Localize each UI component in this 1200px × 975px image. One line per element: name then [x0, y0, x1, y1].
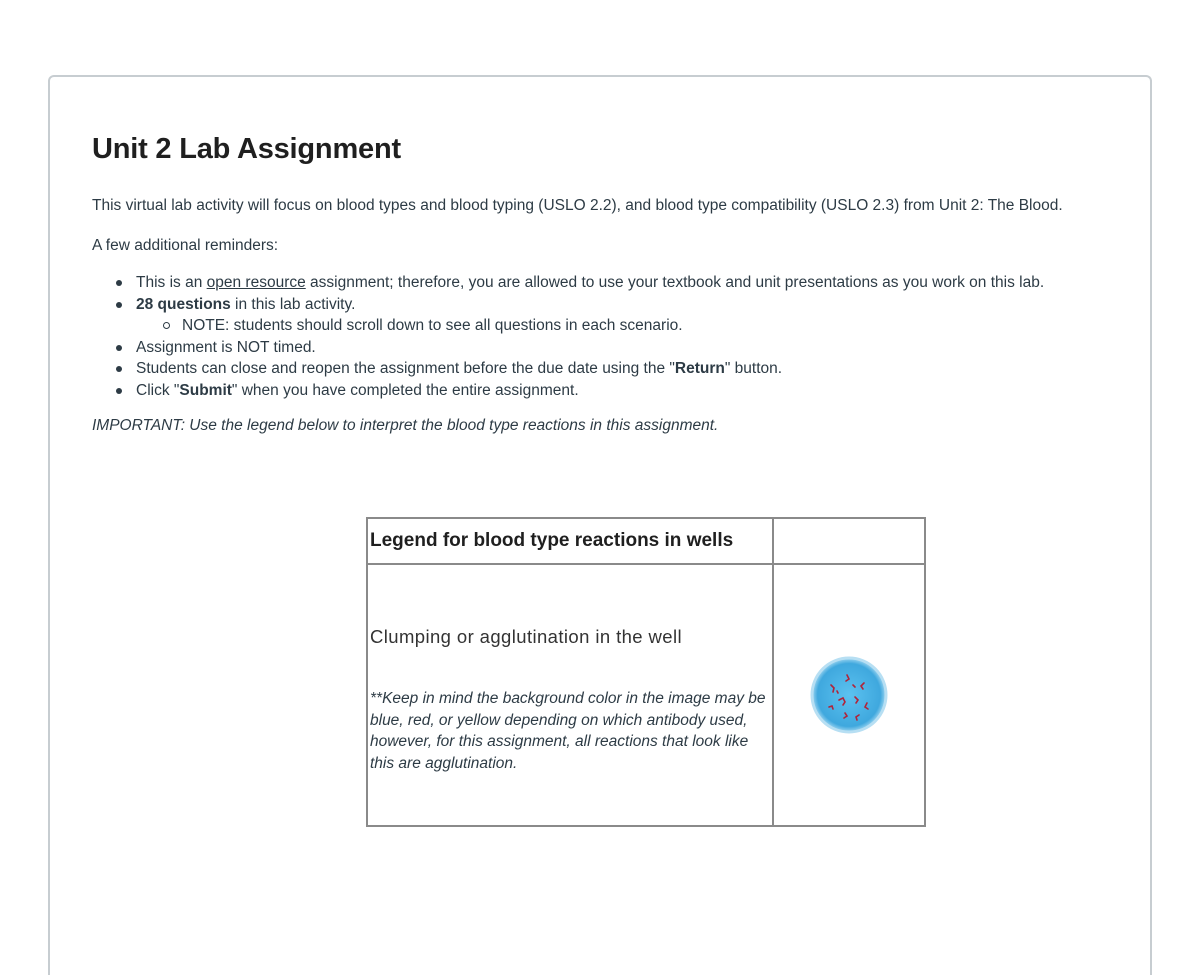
assignment-card: [48, 75, 1152, 975]
bullet-text: " button.: [724, 360, 783, 377]
list-item: NOTE: students should scroll down to see all questions in each scenario.: [182, 315, 1112, 337]
reminders-heading: A few additional reminders:: [92, 237, 279, 254]
bullet-bold-text: 28 questions: [136, 295, 231, 313]
list-item: Assignment is NOT timed.: [136, 337, 1112, 359]
legend-table: [366, 517, 926, 827]
list-item: [136, 272, 1112, 294]
bullet-text: Click ": [136, 381, 180, 399]
agglutination-label: Clumping or agglutination in the well: [370, 626, 683, 647]
legend-image-cell: [773, 564, 925, 826]
background-color-note: **Keep in mind the background color in the image may be blue, red, or yellow depending on which antibody used, however, for this assignment, all reactions that look like this are agglutination.: [370, 690, 766, 772]
bullet-bold-text: Submit: [179, 381, 232, 399]
reminders-list: [92, 272, 1112, 401]
bullet-bold-text: Return: [674, 360, 725, 377]
bullet-text: This is an: [136, 274, 207, 291]
bullet-text: " when you have completed the entire assignment.: [231, 381, 579, 399]
table-row: [367, 518, 925, 564]
table-row: [367, 564, 925, 826]
sub-list: [136, 315, 1112, 337]
legend-description-cell: [367, 564, 773, 826]
bullet-text: Students can close and reopen the assignment before the due date using the ": [136, 360, 675, 377]
bullet-text: in this lab activity.: [230, 295, 356, 313]
list-item: [136, 358, 1112, 380]
list-item: [136, 294, 1112, 337]
agglutination-well-icon: [809, 655, 889, 735]
page-title: Unit 2 Lab Assignment: [92, 133, 401, 165]
open-resource-link[interactable]: open resource: [206, 274, 306, 291]
important-note: IMPORTANT: Use the legend below to interpret the blood type reactions in this assignment.: [92, 417, 719, 434]
list-item: [136, 380, 1112, 402]
legend-header-empty: [773, 518, 925, 564]
intro-text: This virtual lab activity will focus on blood types and blood typing (USLO 2.2), and blood type compatibility (USLO 2.3) from Unit 2: The Blood.: [92, 197, 1063, 214]
assignment-content: [92, 133, 1112, 772]
legend-header: Legend for blood type reactions in wells: [367, 518, 773, 564]
bullet-text: assignment; therefore, you are allowed to use your textbook and unit presentations as you work on this lab.: [305, 274, 1045, 291]
